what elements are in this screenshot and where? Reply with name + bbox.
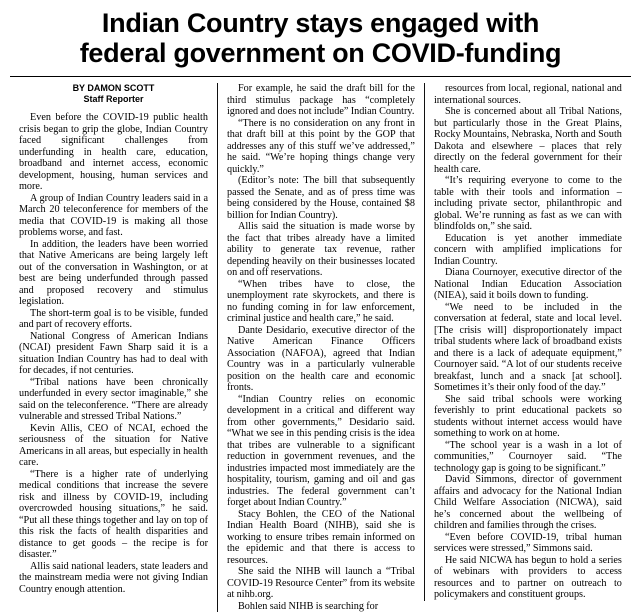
paragraph: “When tribes have to close, the unemployment rate skyrockets, and there is no funding coming in for law enforcement, criminal justice and health care,” he said. [227, 279, 415, 325]
paragraph: Even before the COVID-19 public health crisis began to grip the globe, Indian Country faced significant challenges from underfunding in health care, education, broadband and internet access, economic development, housing, human services and more. [19, 112, 208, 193]
paragraph: Diana Cournoyer, executive director of the National Indian Education Association (NIEA), said it boils down to funding. [434, 267, 622, 302]
paragraph: “We need to be included in the conversation at federal, state and local level. [The crisis will] disproportionately impact tribal students where lack of broadband exists and there is a lack of adequate equipment,” Cournoyer said. “A lot of our students receive breakfast, lunch and a snack [at school]. Sometimes it’s their only food of the day.” [434, 302, 622, 394]
article-column-2 [217, 83, 424, 612]
byline-author: BY DAMON SCOTT [19, 83, 208, 94]
page-title [16, 8, 625, 68]
paragraph: David Simmons, director of government affairs and advocacy for the National Indian Child Welfare Association (NICWA), said he’s concerned about the wellbeing of children and families through the crises. [434, 474, 622, 532]
paragraph: In addition, the leaders have been worried that Native Americans are being largely left out of the conversation in Washington, or at best are being underfunded through passed and proposed recovery and stimulus legislation. [19, 239, 208, 308]
paragraph: National Congress of American Indians (NCAI) president Fawn Sharp said it is a situation Indian Country has had to deal with for decades, if not centuries. [19, 331, 208, 377]
paragraph: resources from local, regional, national and international sources. [434, 83, 622, 106]
article-column-3 [424, 83, 631, 601]
headline-line-2: federal government on COVID-funding [16, 38, 625, 68]
article-column-1 [10, 83, 217, 595]
paragraph: Kevin Allis, CEO of NCAI, echoed the seriousness of the situation for Native Americans in all areas, but especially in health care. [19, 423, 208, 469]
paragraph: A group of Indian Country leaders said in a March 20 teleconference for members of the media that COVID-19 is making all those problems worse, and fast. [19, 193, 208, 239]
paragraph: Allis said national leaders, state leaders and the mainstream media were not giving Indian Country enough attention. [19, 561, 208, 596]
paragraph: For example, he said the draft bill for the third stimulus package has “completely ignored and does not include” Indian Country. [227, 83, 415, 118]
paragraph: The short-term goal is to be visible, funded and part of recovery efforts. [19, 308, 208, 331]
paragraph: “The school year is a wash in a lot of communities,” Cournoyer said. “The technology gap is going to be significant.” [434, 440, 622, 475]
paragraph: She said tribal schools were working feverishly to print educational packets so students without internet access would have something to work on at home. [434, 394, 622, 440]
paragraph: Education is yet another immediate concern with amplified implications for Indian Country. [434, 233, 622, 268]
paragraph: (Editor’s note: The bill that subsequently passed the Senate, and as of press time was being considered by the House, contained $8 billion for Indian Country). [227, 175, 415, 221]
paragraph: She is concerned about all Tribal Nations, but particularly those in the Great Plains, Rocky Mountains, Nebraska, North and South Dakota and elsewhere – places that rely directly on the federal government for their health care. [434, 106, 622, 175]
paragraph: Bohlen said NIHB is searching for [227, 601, 415, 612]
paragraph: Stacy Bohlen, the CEO of the National Indian Health Board (NIHB), said she is working to ensure tribes remain informed on the epidemic and that there is access to resources. [227, 509, 415, 567]
paragraph: “There is a higher rate of underlying medical conditions that increase the severe risk and illness by COVID-19, including overcrowded housing situations,” he said. “Put all these things together and lay on top of this risk the facts of health disparities and distance to get goods – the recipe is for disaster.” [19, 469, 208, 561]
paragraph: “Even before COVID-19, tribal human services were stressed,” Simmons said. [434, 532, 622, 555]
paragraph: He said NICWA has begun to hold a series of webinars with providers to access resources and to partner on outreach to policymakers and constituent groups. [434, 555, 622, 601]
paragraph: “It’s requiring everyone to come to the table with their tools and information – including private sector, philanthropic and global. We’re running as fast as we can with blindfolds on,” she said. [434, 175, 622, 233]
paragraph: “Tribal nations have been chronically underfunded in every sector imaginable,” she said on the teleconference. “There are already vulnerable and stressed Tribal Nations.” [19, 377, 208, 423]
byline [19, 83, 208, 105]
paragraph: “Indian Country relies on economic development in a critical and different way from other governments,” Desidario said. “What we see in this pending crisis is the idea that tribes are vulnerable to a significant reduction in government revenues, and the industries impacted most immediately are the hospitality, tourism, gaming and oil and gas industries. The federal government can’t forget about Indian Country.” [227, 394, 415, 509]
byline-role: Staff Reporter [19, 94, 208, 105]
paragraph: She said the NIHB will launch a “Tribal COVID-19 Resource Center” from its website at nihb.org. [227, 566, 415, 601]
paragraph: Dante Desidario, executive director of the Native American Finance Officers Association (NAFOA), agreed that Indian Country was in a particularly vulnerable position on the health care and economic fronts. [227, 325, 415, 394]
paragraph: “There is no consideration on any front in that draft bill at this point by the GOP that addresses any of this stuff we’ve addressed,” he said. “We’re hoping things change very quickly.” [227, 118, 415, 176]
paragraph: Allis said the situation is made worse by the fact that tribes already have a limited ability to generate tax revenue, rather depending heavily on their businesses located on and off reservations. [227, 221, 415, 279]
headline-line-1: Indian Country stays engaged with [102, 8, 539, 38]
article-columns [10, 83, 631, 553]
divider-top [10, 76, 631, 77]
